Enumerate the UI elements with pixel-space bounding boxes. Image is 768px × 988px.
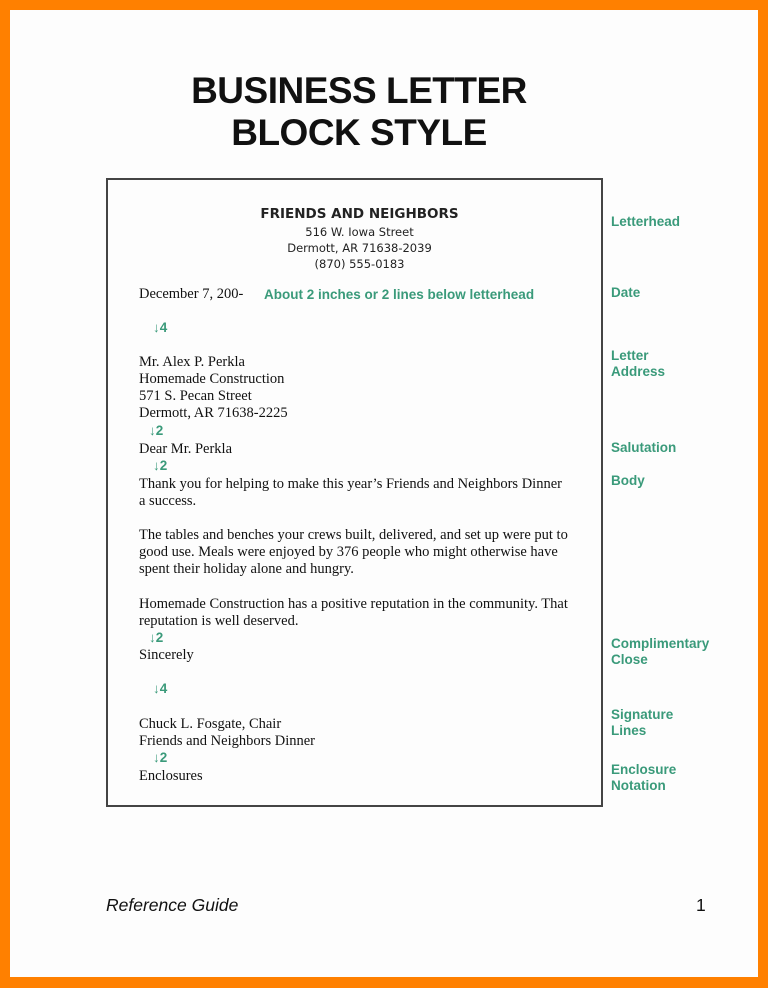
body-line: Homemade Construction has a positive reputation in the community. That bbox=[139, 596, 568, 612]
signature-line: Friends and Neighbors Dinner bbox=[139, 733, 315, 749]
salutation: Dear Mr. Perkla bbox=[139, 441, 233, 457]
address-line: Homemade Construction bbox=[139, 371, 285, 387]
letterhead-city: Dermott, AR 71638-2039 bbox=[287, 241, 432, 255]
side-label-salutation: Salutation bbox=[611, 440, 677, 455]
label-line: Complimentary bbox=[611, 636, 710, 651]
label-line: Close bbox=[611, 652, 648, 667]
body-line: a success. bbox=[139, 493, 197, 509]
complimentary-close: Sincerely bbox=[139, 647, 194, 663]
body-line: The tables and benches your crews built, delivered, and set up were put to bbox=[139, 527, 568, 543]
address-line: 571 S. Pecan Street bbox=[139, 388, 252, 404]
label-line: Address bbox=[611, 364, 666, 379]
spacing-marker-2: ↓2 bbox=[153, 458, 168, 473]
body-line: reputation is well deserved. bbox=[139, 613, 299, 629]
spacing-marker-2: ↓2 bbox=[149, 630, 164, 645]
label-line: Notation bbox=[611, 778, 666, 793]
label-line: Letter bbox=[611, 348, 649, 363]
side-label-letter-address bbox=[611, 348, 665, 380]
spacing-marker-2: ↓2 bbox=[149, 423, 164, 438]
letterhead-phone: (870) 555-0183 bbox=[314, 257, 405, 271]
date-note: About 2 inches or 2 lines below letterhead bbox=[264, 287, 535, 302]
address-line: Dermott, AR 71638-2225 bbox=[139, 405, 288, 421]
label-line: Lines bbox=[611, 723, 647, 738]
side-label-date: Date bbox=[611, 285, 641, 300]
side-label-signature-lines bbox=[611, 707, 673, 739]
spacing-marker-2: ↓2 bbox=[153, 750, 168, 765]
letterhead-name: FRIENDS AND NEIGHBORS bbox=[260, 206, 459, 222]
footer-label: Reference Guide bbox=[106, 895, 239, 915]
body-line: Thank you for helping to make this year’s Friends and Neighbors Dinner bbox=[139, 476, 562, 492]
letterhead-street: 516 W. Iowa Street bbox=[305, 225, 414, 239]
label-line: Enclosure bbox=[611, 762, 677, 777]
address-line: Mr. Alex P. Perkla bbox=[139, 354, 245, 370]
page-title-line1: BUSINESS LETTER bbox=[191, 70, 527, 111]
side-label-body: Body bbox=[611, 473, 645, 488]
body-line: good use. Meals were enjoyed by 376 people who might otherwise have bbox=[139, 544, 558, 560]
side-label-letterhead: Letterhead bbox=[611, 214, 681, 229]
spacing-marker-4: ↓4 bbox=[153, 320, 168, 335]
body-line: spent their holiday alone and hungry. bbox=[139, 561, 354, 577]
spacing-marker-4: ↓4 bbox=[153, 681, 168, 696]
label-line: Signature bbox=[611, 707, 674, 722]
page-number: 1 bbox=[696, 895, 706, 915]
signature-line: Chuck L. Fosgate, Chair bbox=[139, 716, 282, 732]
enclosure-notation: Enclosures bbox=[139, 768, 203, 784]
side-label-complimentary-close bbox=[611, 636, 709, 668]
document-page bbox=[10, 10, 758, 977]
letter-frame bbox=[106, 178, 603, 807]
side-label-enclosure-notation bbox=[611, 762, 676, 794]
page-title-line2: BLOCK STYLE bbox=[231, 112, 487, 153]
letter-date: December 7, 200- bbox=[139, 286, 244, 302]
